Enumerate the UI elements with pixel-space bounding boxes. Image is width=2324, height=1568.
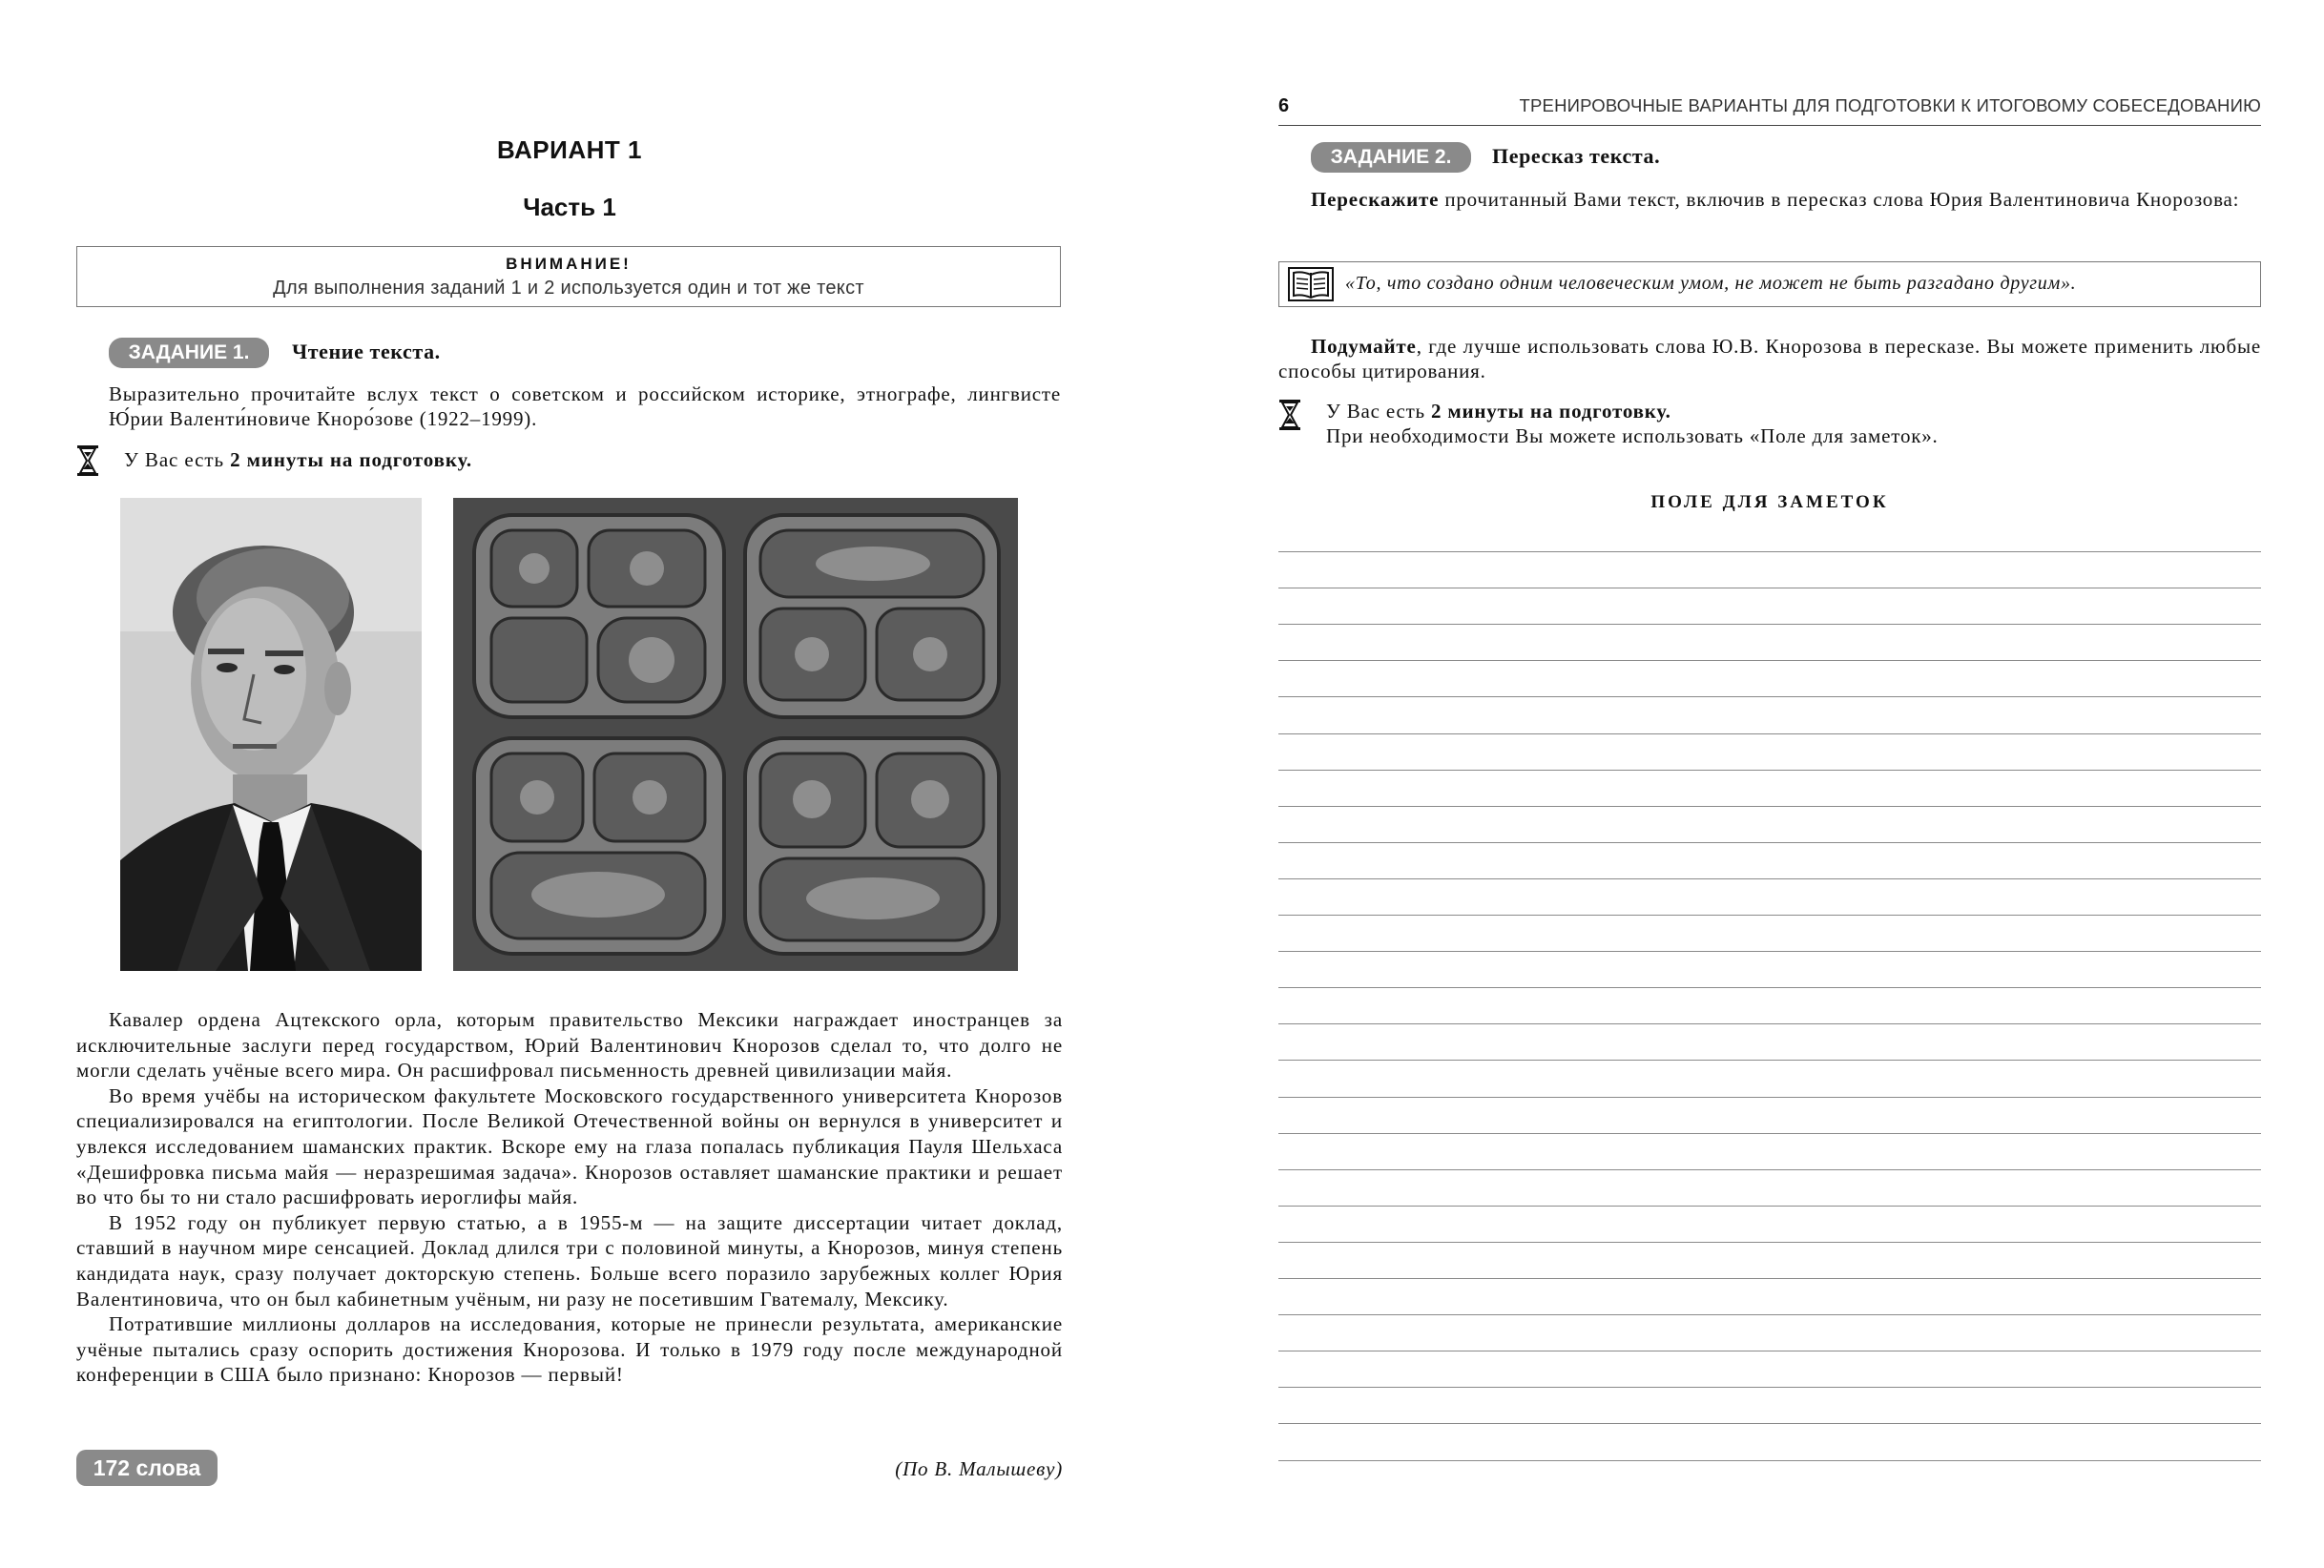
note-line: [1278, 1242, 2261, 1243]
note-line: [1278, 660, 2261, 661]
task1-prep-prefix: У Вас есть: [124, 448, 224, 471]
attention-box: [76, 246, 1061, 307]
task2-think-bold: Подумайте: [1311, 335, 1417, 358]
note-line: [1278, 551, 2261, 552]
task1-heading: Чтение текста.: [292, 340, 441, 363]
book-icon: [1288, 267, 1334, 301]
page-number: 6: [1278, 95, 1290, 116]
hourglass-icon: [1278, 399, 1301, 431]
note-line: [1278, 1278, 2261, 1279]
word-count-badge: 172 слова: [76, 1450, 218, 1486]
note-line: [1278, 1060, 2261, 1061]
task1-intro: Выразительно прочитайте вслух текст о советском и российском историке, этнографе, лингвисте Ю́рии Валенти́новиче Кноро́зове (1922–1999).: [109, 382, 1061, 430]
main-text: [76, 1007, 1063, 1388]
note-line: [1278, 1023, 2261, 1024]
note-line: [1278, 770, 2261, 771]
note-line: [1278, 1169, 2261, 1170]
knorozov-quote: «То, что создано одним человеческим умом, не может не быть разгадано другим».: [1345, 273, 2077, 294]
note-line: [1278, 1423, 2261, 1424]
maya-glyphs-image: [453, 498, 1018, 971]
note-line: [1278, 1133, 2261, 1134]
task2-prep: [1326, 399, 1939, 448]
note-line: [1278, 842, 2261, 843]
note-line: [1278, 733, 2261, 734]
paragraph-1: Кавалер ордена Ацтекского орла, которым правительство Мексики награждает иностранцев за исключительные заслуги перед государством, Юрий Валентинович Кнорозов сделал то, что долго не могли сделать учёные всего мира. Он расшифровал письменность древней цивилизации майя.: [76, 1008, 1063, 1083]
task2-prep-note: При необходимости Вы можете использовать «Поле для заметок».: [1326, 424, 1939, 447]
note-line: [1278, 806, 2261, 807]
attention-text: Для выполнения заданий 1 и 2 используется один и тот же текст: [273, 278, 864, 299]
note-line: [1278, 915, 2261, 916]
task2-think: [1278, 334, 2261, 383]
note-line: [1278, 696, 2261, 697]
header-rule: [1278, 125, 2261, 126]
task2-think-rest: , где лучше использовать слова Ю.В. Кнорозова в пересказе. Вы можете применить любые способы цитирования.: [1278, 335, 2261, 382]
task2-instruction-bold: Перескажите: [1311, 188, 1440, 211]
note-line: [1278, 624, 2261, 625]
task2-prep-prefix: У Вас есть: [1326, 400, 1425, 423]
variant-title: ВАРИАНТ 1: [497, 135, 642, 164]
note-line: [1278, 878, 2261, 879]
note-line: [1278, 1314, 2261, 1315]
running-head: ТРЕНИРОВОЧНЫЕ ВАРИАНТЫ ДЛЯ ПОДГОТОВКИ К ИТОГОВОМУ СОБЕСЕДОВАНИЮ: [1519, 95, 2261, 115]
note-line: [1278, 1387, 2261, 1388]
note-line: [1278, 1206, 2261, 1207]
task1-label: ЗАДАНИЕ 1.: [109, 338, 269, 368]
note-line: [1278, 1097, 2261, 1098]
task1-prep: [124, 448, 472, 472]
paragraph-4: Потратившие миллионы долларов на исследования, которые не принесли результата, американские учёные пытались сразу оспорить достижения Кнорозова. И только в 1979 году после международной конференции в США было признано: Кнорозов — первый!: [76, 1312, 1063, 1387]
knorozov-portrait: [120, 498, 422, 971]
task2-prep-bold: 2 минуты на подготовку.: [1431, 400, 1671, 423]
task2-instruction-rest: прочитанный Вами текст, включив в пересказ слова Юрия Валентиновича Кнорозова:: [1439, 188, 2240, 211]
paragraph-2: Во время учёбы на историческом факультете Московского государственного университета Кнорозов специализировался на египтологии. После Великой Отечественной войны он вернулся в университет и увлекся исследованием шаманских практик. Вскоре ему на глаза попалась публикация Пауля Шельхаса «Дешифровка письма майя — неразрешимая задача». Кнорозов оставляет шаманские практики и решает во что бы то ни стало расшифровать иероглифы майя.: [76, 1083, 1063, 1209]
paragraph-3: В 1952 году он публикует первую статью, а в 1955-м — на защите диссертации читает доклад, ставший в научном мире сенсацией. Доклад длился три с половиной минуты, а Кнорозов, минуя степень кандидата наук, сразу получает докторскую степень. Больше всего поразило зарубежных коллег Юрия Валентиновича, что он был кабинетным учёным, ни разу не посетившим Гватемалу, Мексику.: [76, 1210, 1063, 1310]
task2-label: ЗАДАНИЕ 2.: [1311, 142, 1471, 173]
task1-prep-bold: 2 минуты на подготовку.: [230, 448, 473, 471]
note-line: [1278, 987, 2261, 988]
note-line: [1278, 951, 2261, 952]
task2-heading: Пересказ текста.: [1492, 144, 1661, 168]
source-author: (По В. Малышеву): [895, 1457, 1063, 1480]
notes-title: ПОЛЕ ДЛЯ ЗАМЕТОК: [1650, 492, 1889, 512]
hourglass-icon: [76, 444, 99, 477]
task2-instruction: [1278, 187, 2261, 212]
part-title: Часть 1: [523, 193, 616, 221]
note-line: [1278, 1460, 2261, 1461]
attention-title: ВНИМАНИЕ!: [506, 255, 632, 273]
